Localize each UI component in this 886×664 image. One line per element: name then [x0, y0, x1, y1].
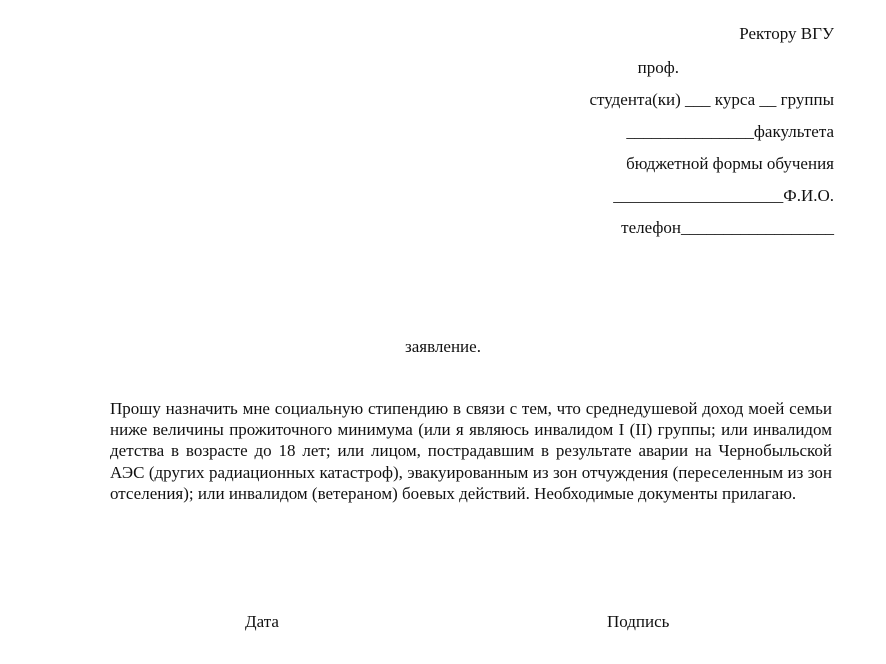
phone-line: телефон__________________: [621, 218, 834, 237]
funding-form-line: бюджетной формы обучения: [626, 154, 834, 173]
full-name-line: ____________________Ф.И.О.: [613, 186, 834, 205]
student-course-group-line: студента(ки) ___ курса __ группы: [589, 90, 834, 109]
document-title: заявление.: [405, 337, 481, 356]
signature-label: Подпись: [607, 612, 670, 631]
date-label: Дата: [245, 612, 279, 631]
recipient-name-line: проф.: [637, 58, 679, 77]
recipient-line: Ректору ВГУ: [739, 24, 834, 43]
faculty-line: _______________факультета: [626, 122, 834, 141]
application-body: Прошу назначить мне социальную стипендию в связи с тем, что среднедушевой доход моей семьи ниже величины прожиточного минимума (или я являюсь инвалидом I (II) группы; или инвалидом детства в возрасте до 18 лет; или лицом, пострадавшим в результате аварии на Чернобыльской АЭС (других радиационных катастроф), эвакуированным из зон отчуждения (переселенным из зон отселения); или инвалидом (ветераном) боевых действий. Необходимые документы прилагаю.: [110, 399, 832, 503]
